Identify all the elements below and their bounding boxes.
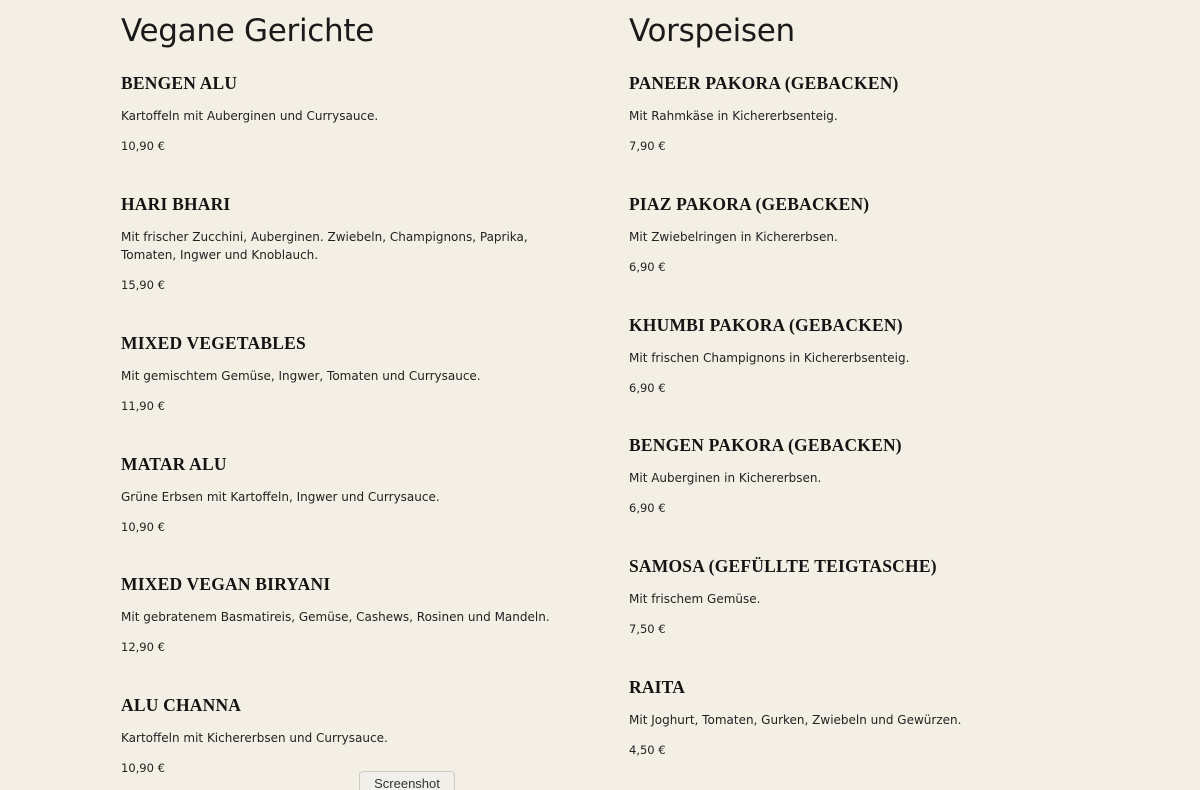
- menu-item: [121, 192, 581, 331]
- starters-column: [629, 0, 1089, 758]
- menu-item-price: 10,90 €: [121, 761, 165, 775]
- menu-item: [629, 433, 1089, 554]
- menu-item-description: Mit frischer Zucchini, Auberginen. Zwiebeln, Champignons, Paprika, Tomaten, Ingwer und Knoblauch.: [121, 230, 528, 262]
- menu-item-name: MIXED VEGETABLES: [121, 333, 306, 353]
- menu-item-description: Mit frischem Gemüse.: [629, 592, 761, 606]
- menu-item-price: 4,50 €: [629, 743, 666, 757]
- menu-item: [121, 452, 581, 572]
- menu-item-price: 11,90 €: [121, 399, 165, 413]
- menu-item-name: BENGEN ALU: [121, 73, 238, 93]
- menu-item-name: ALU CHANNA: [121, 695, 242, 715]
- menu-item: [629, 192, 1089, 313]
- menu-item-name: RAITA: [629, 677, 686, 697]
- menu-item-price: 15,90 €: [121, 278, 165, 292]
- menu-item-price: 7,90 €: [629, 139, 666, 153]
- menu-item-description: Mit frischen Champignons in Kichererbsenteig.: [629, 351, 910, 365]
- menu-item-name: PIAZ PAKORA (GEBACKEN): [629, 194, 870, 214]
- menu-item: [629, 71, 1089, 192]
- menu-item-price: 10,90 €: [121, 139, 165, 153]
- menu-item-description: Mit Joghurt, Tomaten, Gurken, Zwiebeln und Gewürzen.: [629, 713, 962, 727]
- menu-item-description: Mit Auberginen in Kichererbsen.: [629, 471, 822, 485]
- menu-item-name: MATAR ALU: [121, 454, 227, 474]
- menu-item: [629, 675, 1089, 758]
- menu-item: [121, 71, 581, 192]
- menu-item-name: HARI BHARI: [121, 194, 231, 214]
- menu-item-price: 6,90 €: [629, 260, 666, 274]
- menu-item-name: PANEER PAKORA (GEBACKEN): [629, 73, 899, 93]
- menu-item: [121, 331, 581, 452]
- section-title-vegan-dishes: Vegane Gerichte: [121, 13, 374, 49]
- menu-item: [121, 572, 581, 693]
- menu-item: [121, 693, 581, 776]
- menu-item-price: 6,90 €: [629, 381, 666, 395]
- menu-item-name: KHUMBI PAKORA (GEBACKEN): [629, 315, 903, 335]
- menu-item-description: Mit Rahmkäse in Kichererbsenteig.: [629, 109, 838, 123]
- menu-item-price: 7,50 €: [629, 622, 666, 636]
- menu-item-price: 10,90 €: [121, 520, 165, 534]
- menu-item-description: Kartoffeln mit Kichererbsen und Currysauce.: [121, 731, 388, 745]
- menu-item-name: BENGEN PAKORA (GEBACKEN): [629, 435, 902, 455]
- section-title-starters: Vorspeisen: [629, 13, 795, 49]
- menu-item-name: MIXED VEGAN BIRYANI: [121, 574, 331, 594]
- menu-item-price: 6,90 €: [629, 501, 666, 515]
- starters-list: [629, 71, 1089, 758]
- menu-item: [629, 313, 1089, 433]
- vegan-dishes-column: [121, 0, 581, 776]
- menu-item: [629, 554, 1089, 675]
- menu-item-price: 12,90 €: [121, 640, 165, 654]
- vegan-dishes-list: [121, 71, 581, 776]
- menu-item-description: Mit gemischtem Gemüse, Ingwer, Tomaten und Currysauce.: [121, 369, 481, 383]
- menu-item-description: Mit gebratenem Basmatireis, Gemüse, Cashews, Rosinen und Mandeln.: [121, 610, 550, 624]
- menu-item-description: Kartoffeln mit Auberginen und Currysauce.: [121, 109, 379, 123]
- menu-item-description: Mit Zwiebelringen in Kichererbsen.: [629, 230, 838, 244]
- screenshot-button[interactable]: Screenshot: [359, 771, 455, 790]
- menu-item-description: Grüne Erbsen mit Kartoffeln, Ingwer und Currysauce.: [121, 490, 440, 504]
- menu-item-name: SAMOSA (GEFÜLLTE TEIGTASCHE): [629, 556, 937, 576]
